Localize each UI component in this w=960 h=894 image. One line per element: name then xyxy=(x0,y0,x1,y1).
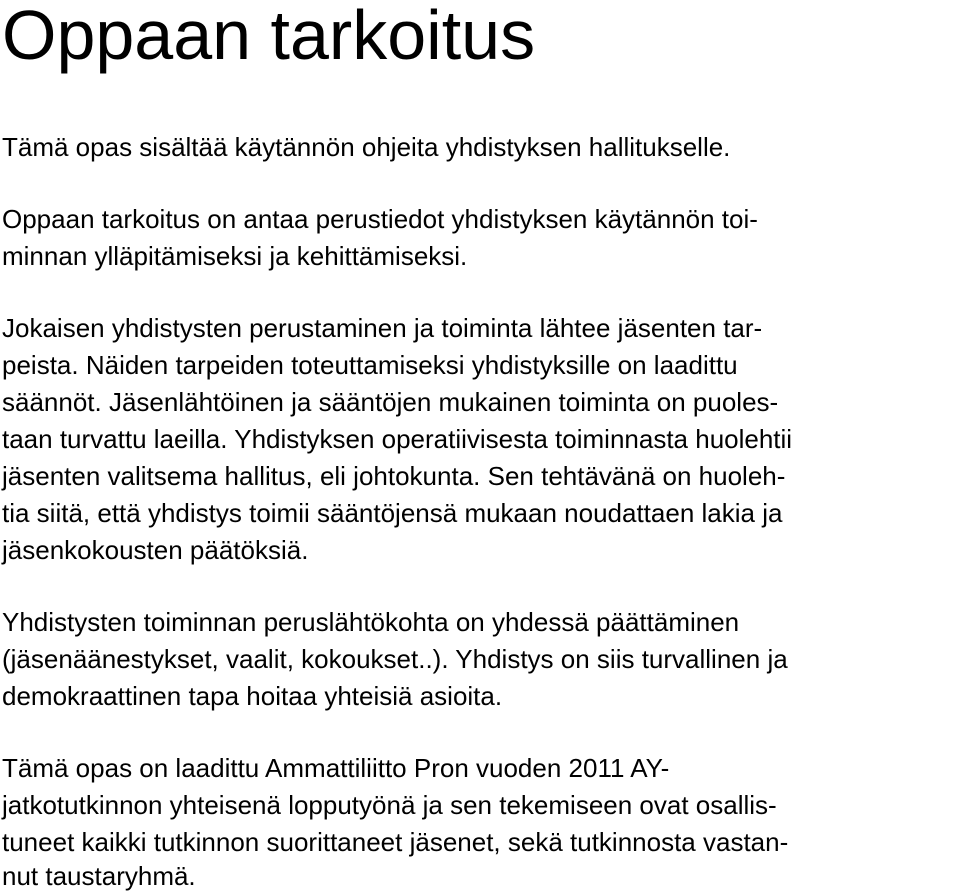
paragraph-4-line-3: demokraattinen tapa hoitaa yhteisiä asioita. xyxy=(2,681,503,711)
paragraph-3-line-2: peista. Näiden tarpeiden toteuttamiseksi yhdistyksille on laadittu xyxy=(2,350,738,380)
paragraph-3-line-6: tia siitä, että yhdistys toimii sääntöjensä mukaan noudattaen lakia ja xyxy=(2,498,783,528)
paragraph-1-line-1: Tämä opas sisältää käytännön ohjeita yhdistyksen hallitukselle. xyxy=(2,132,731,162)
paragraph-4-line-1: Yhdistysten toiminnan peruslähtökohta on yhdessä päättäminen xyxy=(2,607,740,637)
page-title: Oppaan tarkoitus xyxy=(2,0,536,74)
paragraph-4-line-2: (jäsenäänestykset, vaalit, kokoukset..). Yhdistys on siis turvallinen ja xyxy=(2,644,788,674)
paragraph-3-line-1: Jokaisen yhdistysten perustaminen ja toiminta lähtee jäsenten tar- xyxy=(2,313,763,343)
paragraph-2-line-2: minnan ylläpitämiseksi ja kehittämiseksi. xyxy=(2,241,468,271)
paragraph-3-line-4: taan turvattu laeilla. Yhdistyksen operatiivisesta toiminnasta huolehtii xyxy=(2,424,793,454)
paragraph-5-line-3: tuneet kaikki tutkinnon suorittaneet jäsenet, sekä tutkinnosta vastan- xyxy=(2,827,789,857)
paragraph-2-line-1: Oppaan tarkoitus on antaa perustiedot yhdistyksen käytännön toi- xyxy=(2,204,758,234)
paragraph-5-line-4: nut taustaryhmä. xyxy=(2,861,196,891)
paragraph-3-line-5: jäsenten valitsema hallitus, eli johtokunta. Sen tehtävänä on huoleh- xyxy=(2,461,786,491)
paragraph-5-line-1: Tämä opas on laadittu Ammattiliitto Pron vuoden 2011 AY- xyxy=(2,753,670,783)
paragraph-3-line-3: säännöt. Jäsenlähtöinen ja sääntöjen mukainen toiminta on puoles- xyxy=(2,387,779,417)
paragraph-3-line-7: jäsenkokousten päätöksiä. xyxy=(2,535,309,565)
paragraph-5-line-2: jatkotutkinnon yhteisenä lopputyönä ja sen tekemiseen ovat osallis- xyxy=(2,790,777,820)
